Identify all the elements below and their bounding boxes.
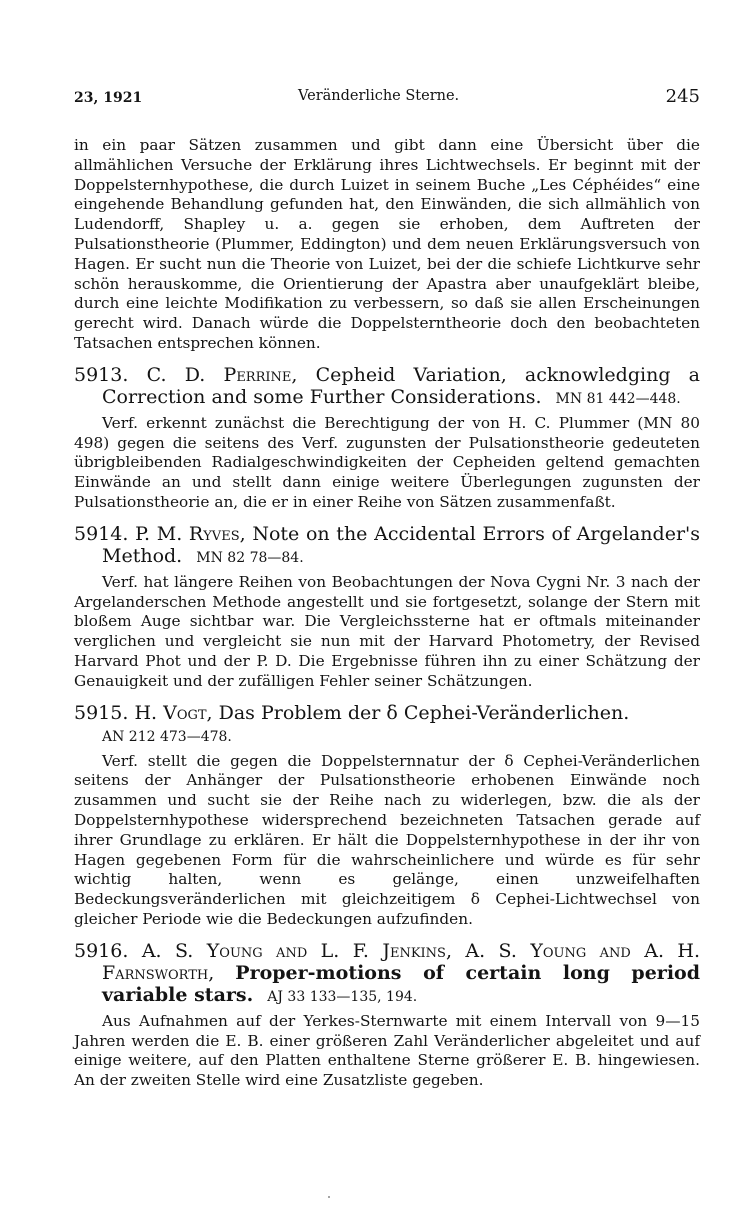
entry-body: Verf. stellt die gegen die Doppelsternnatur der δ Cephei-Veränderlichen seitens der Anhänger der Pulsationstheorie erhobenen Einwände noch zusammen und sucht sie der Reihe nach zu widerlegen, bzw. die als der Doppelsternhypothese widersprechend bezeichneten Tatsachen gerade auf ihrer Grundlage zu erklären. Er hält die Doppelsternhypothese in der ihr von Hagen gegebenen Form für die wahrscheinlichere und würde es für sehr wichtig halten, wenn es gelänge, einen unzweifelhaften Bedeckungsveränderlichen mit gleichzeitigem δ Cephei-Lichtwechsel von gleicher Periode wie die Bedeckungen aufzufinden. (74, 751, 700, 928)
page-speck (328, 1196, 330, 1198)
intro-paragraph: in ein paar Sätzen zusammen und gibt dann eine Übersicht über die allmählichen Versuche der Erklärung ihres Lichtwechsels. Er beginnt mit der Doppelsternhypothese, die durch Luizet in seinem Buche „Les Céphéides“ eine eingehende Behandlung gefunden hat, den Einwänden, die sich allmählich von Ludendorff, Shapley u. a. gegen sie erhoben, dem Auftreten der Pulsationstheorie (Plummer, Eddington) und dem neuen Erklärungsversuch von Hagen. Er sucht nun die Theorie von Luizet, bei der die schiefe Lichtkurve sehr schön herauskomme, die Orientierung der Apastra aber unaufgeklärt bleibe, durch eine leichte Modifikation zu verbessern, so daß sie allen Erscheinungen gerecht wird. Danach würde die Doppelsterntheorie doch den beobachteten Tatsachen entsprechen können. (74, 136, 700, 352)
entry-title: Proper-motions of certain long period variable stars. (102, 961, 700, 1006)
entry-body: Aus Aufnahmen auf der Yerkes-Sternwarte mit einem Intervall von 9—15 Jahren werden die E. B. einer größeren Zahl Veränderlicher abgeleitet und auf einige weitere, auf den Platten enthaltene Sterne größerer E. B. hingewiesen. An der zweiten Stelle wird eine Zusatzliste gegeben. (74, 1011, 700, 1090)
entry-body: Verf. erkennt zunächst die Berechtigung der von H. C. Plummer (MN 80 498) gegen die seitens des Verf. zugunsten der Pulsationstheorie gedeuteten übrigbleibenden Radialgeschwindigkeiten der Cepheiden geltend gemachten Einwände an und stellt dann einige weitere Überlegungen zugunsten der Pulsationstheorie an, die er in einer Reihe von Sätzen zusammenfaßt. (74, 413, 700, 511)
entry-reference: MN 81 442—448. (555, 390, 681, 407)
header-title: Veränderliche Sterne. (298, 88, 460, 104)
entry-title: Cepheid Variation, acknowledging a Correction and some Further Considerations. (102, 363, 701, 408)
entry-5913 (74, 364, 700, 513)
entry-heading (74, 702, 700, 748)
entry-title: Das Problem der δ Cephei-Veränderlichen. (218, 701, 630, 724)
entry-author: A. S. Young and L. F. Jenkins, A. S. Young and A. H. Farnsworth, (102, 939, 700, 984)
entry-author: H. Vogt, (134, 701, 213, 724)
entry-number: 5913. (74, 363, 129, 386)
running-header (74, 86, 700, 114)
entry-5916 (74, 940, 700, 1091)
page-body (74, 86, 700, 1091)
header-date: 23, 1921 (74, 90, 143, 106)
entry-reference: AN 212 473—478. (102, 728, 232, 745)
entry-heading (74, 523, 700, 569)
entry-author: P. M. Ryves, (135, 522, 246, 545)
entry-title: Note on the Accidental Errors of Argelander's Method. (102, 522, 700, 567)
entry-reference: AJ 33 133—135, 194. (267, 988, 418, 1005)
entry-5915 (74, 702, 700, 930)
page-number: 245 (665, 86, 700, 107)
entry-number: 5914. (74, 522, 129, 545)
entry-number: 5915. (74, 701, 129, 724)
entry-author: C. D. Perrine, (146, 363, 298, 386)
entry-reference: MN 82 78—84. (196, 549, 304, 566)
entry-5914 (74, 523, 700, 692)
entry-body: Verf. hat längere Reihen von Beobachtungen der Nova Cygni Nr. 3 nach der Argelanderschen Methode angestellt und sie fortgesetzt, solange der Stern mit bloßem Auge sichtbar war. Die Vergleichssterne hat er oftmals miteinander verglichen und vergleicht sie nun mit der Harvard Photometry, der Revised Harvard Phot und der P. D. Die Ergebnisse führen ihn zu einer Schätzung der Genauigkeit und der zufälligen Fehler seiner Schätzungen. (74, 572, 700, 690)
entry-heading (74, 364, 700, 410)
entry-number: 5916. (74, 939, 129, 962)
entry-heading (74, 940, 700, 1008)
